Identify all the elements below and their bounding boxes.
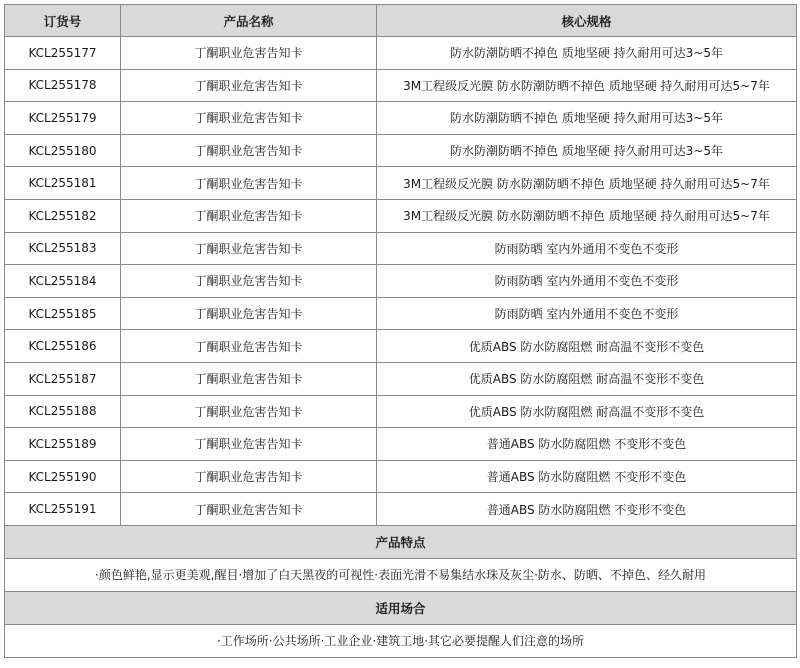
- product-name-cell: 丁酮职业危害告知卡: [121, 460, 377, 493]
- table-row: [5, 232, 797, 265]
- core-spec-cell: 优质ABS 防水防腐阻燃 耐高温不变形不变色: [377, 395, 797, 428]
- product-name-cell: 丁酮职业危害告知卡: [121, 37, 377, 70]
- core-spec-cell: 防水防潮防晒不掉色 质地坚硬 持久耐用可达3~5年: [377, 134, 797, 167]
- table-row: [5, 297, 797, 330]
- product-name-cell: 丁酮职业危害告知卡: [121, 493, 377, 526]
- table-row: [5, 428, 797, 461]
- product-name-cell: 丁酮职业危害告知卡: [121, 428, 377, 461]
- order-no-cell: KCL255181: [5, 167, 121, 200]
- order-no-cell: KCL255179: [5, 102, 121, 135]
- table-row: [5, 167, 797, 200]
- order-no-cell: KCL255180: [5, 134, 121, 167]
- product-name-cell: 丁酮职业危害告知卡: [121, 232, 377, 265]
- order-no-cell: KCL255191: [5, 493, 121, 526]
- core-spec-cell: 防水防潮防晒不掉色 质地坚硬 持久耐用可达3~5年: [377, 37, 797, 70]
- table-row: [5, 493, 797, 526]
- table-row: [5, 362, 797, 395]
- table-row: [5, 395, 797, 428]
- table-row: [5, 199, 797, 232]
- features-title: 产品特点: [5, 525, 797, 558]
- table-row: [5, 330, 797, 363]
- core-spec-cell: 防水防潮防晒不掉色 质地坚硬 持久耐用可达3~5年: [377, 102, 797, 135]
- order-no-cell: KCL255187: [5, 362, 121, 395]
- table-row: [5, 265, 797, 298]
- order-no-cell: KCL255184: [5, 265, 121, 298]
- core-spec-cell: 防雨防晒 室内外通用不变色不变形: [377, 232, 797, 265]
- product-name-cell: 丁酮职业危害告知卡: [121, 102, 377, 135]
- table-row: [5, 37, 797, 70]
- table-row: [5, 460, 797, 493]
- order-no-cell: KCL255183: [5, 232, 121, 265]
- applications-text-row: [5, 624, 797, 657]
- order-no-cell: KCL255177: [5, 37, 121, 70]
- header-order-no: 订货号: [5, 5, 121, 37]
- core-spec-cell: 普通ABS 防水防腐阻燃 不变形不变色: [377, 493, 797, 526]
- core-spec-cell: 优质ABS 防水防腐阻燃 耐高温不变形不变色: [377, 330, 797, 363]
- core-spec-cell: 3M工程级反光膜 防水防潮防晒不掉色 质地坚硬 持久耐用可达5~7年: [377, 69, 797, 102]
- core-spec-cell: 防雨防晒 室内外通用不变色不变形: [377, 265, 797, 298]
- order-no-cell: KCL255189: [5, 428, 121, 461]
- table-body: [5, 37, 797, 658]
- product-name-cell: 丁酮职业危害告知卡: [121, 297, 377, 330]
- core-spec-cell: 普通ABS 防水防腐阻燃 不变形不变色: [377, 460, 797, 493]
- table-row: [5, 134, 797, 167]
- core-spec-cell: 3M工程级反光膜 防水防潮防晒不掉色 质地坚硬 持久耐用可达5~7年: [377, 167, 797, 200]
- applications-text: ·工作场所·公共场所·工业企业·建筑工地·其它必要提醒人们注意的场所: [5, 624, 797, 657]
- features-text-row: [5, 558, 797, 591]
- product-name-cell: 丁酮职业危害告知卡: [121, 395, 377, 428]
- core-spec-cell: 3M工程级反光膜 防水防潮防晒不掉色 质地坚硬 持久耐用可达5~7年: [377, 199, 797, 232]
- order-no-cell: KCL255188: [5, 395, 121, 428]
- product-name-cell: 丁酮职业危害告知卡: [121, 134, 377, 167]
- core-spec-cell: 普通ABS 防水防腐阻燃 不变形不变色: [377, 428, 797, 461]
- applications-title: 适用场合: [5, 591, 797, 624]
- order-no-cell: KCL255185: [5, 297, 121, 330]
- order-no-cell: KCL255186: [5, 330, 121, 363]
- core-spec-cell: 优质ABS 防水防腐阻燃 耐高温不变形不变色: [377, 362, 797, 395]
- product-name-cell: 丁酮职业危害告知卡: [121, 69, 377, 102]
- product-name-cell: 丁酮职业危害告知卡: [121, 265, 377, 298]
- core-spec-cell: 防雨防晒 室内外通用不变色不变形: [377, 297, 797, 330]
- product-name-cell: 丁酮职业危害告知卡: [121, 330, 377, 363]
- header-row: [5, 5, 797, 37]
- product-name-cell: 丁酮职业危害告知卡: [121, 362, 377, 395]
- features-text: ·颜色鲜艳,显示更美观,醒目·增加了白天黑夜的可视性·表面光滑不易集结水珠及灰尘·防水、防晒、不掉色、经久耐用: [5, 558, 797, 591]
- table-row: [5, 102, 797, 135]
- product-name-cell: 丁酮职业危害告知卡: [121, 167, 377, 200]
- header-core-spec: 核心规格: [377, 5, 797, 37]
- applications-title-row: [5, 591, 797, 624]
- order-no-cell: KCL255182: [5, 199, 121, 232]
- product-spec-table: [4, 4, 797, 658]
- table-row: [5, 69, 797, 102]
- order-no-cell: KCL255178: [5, 69, 121, 102]
- product-name-cell: 丁酮职业危害告知卡: [121, 199, 377, 232]
- header-product-name: 产品名称: [121, 5, 377, 37]
- order-no-cell: KCL255190: [5, 460, 121, 493]
- features-title-row: [5, 525, 797, 558]
